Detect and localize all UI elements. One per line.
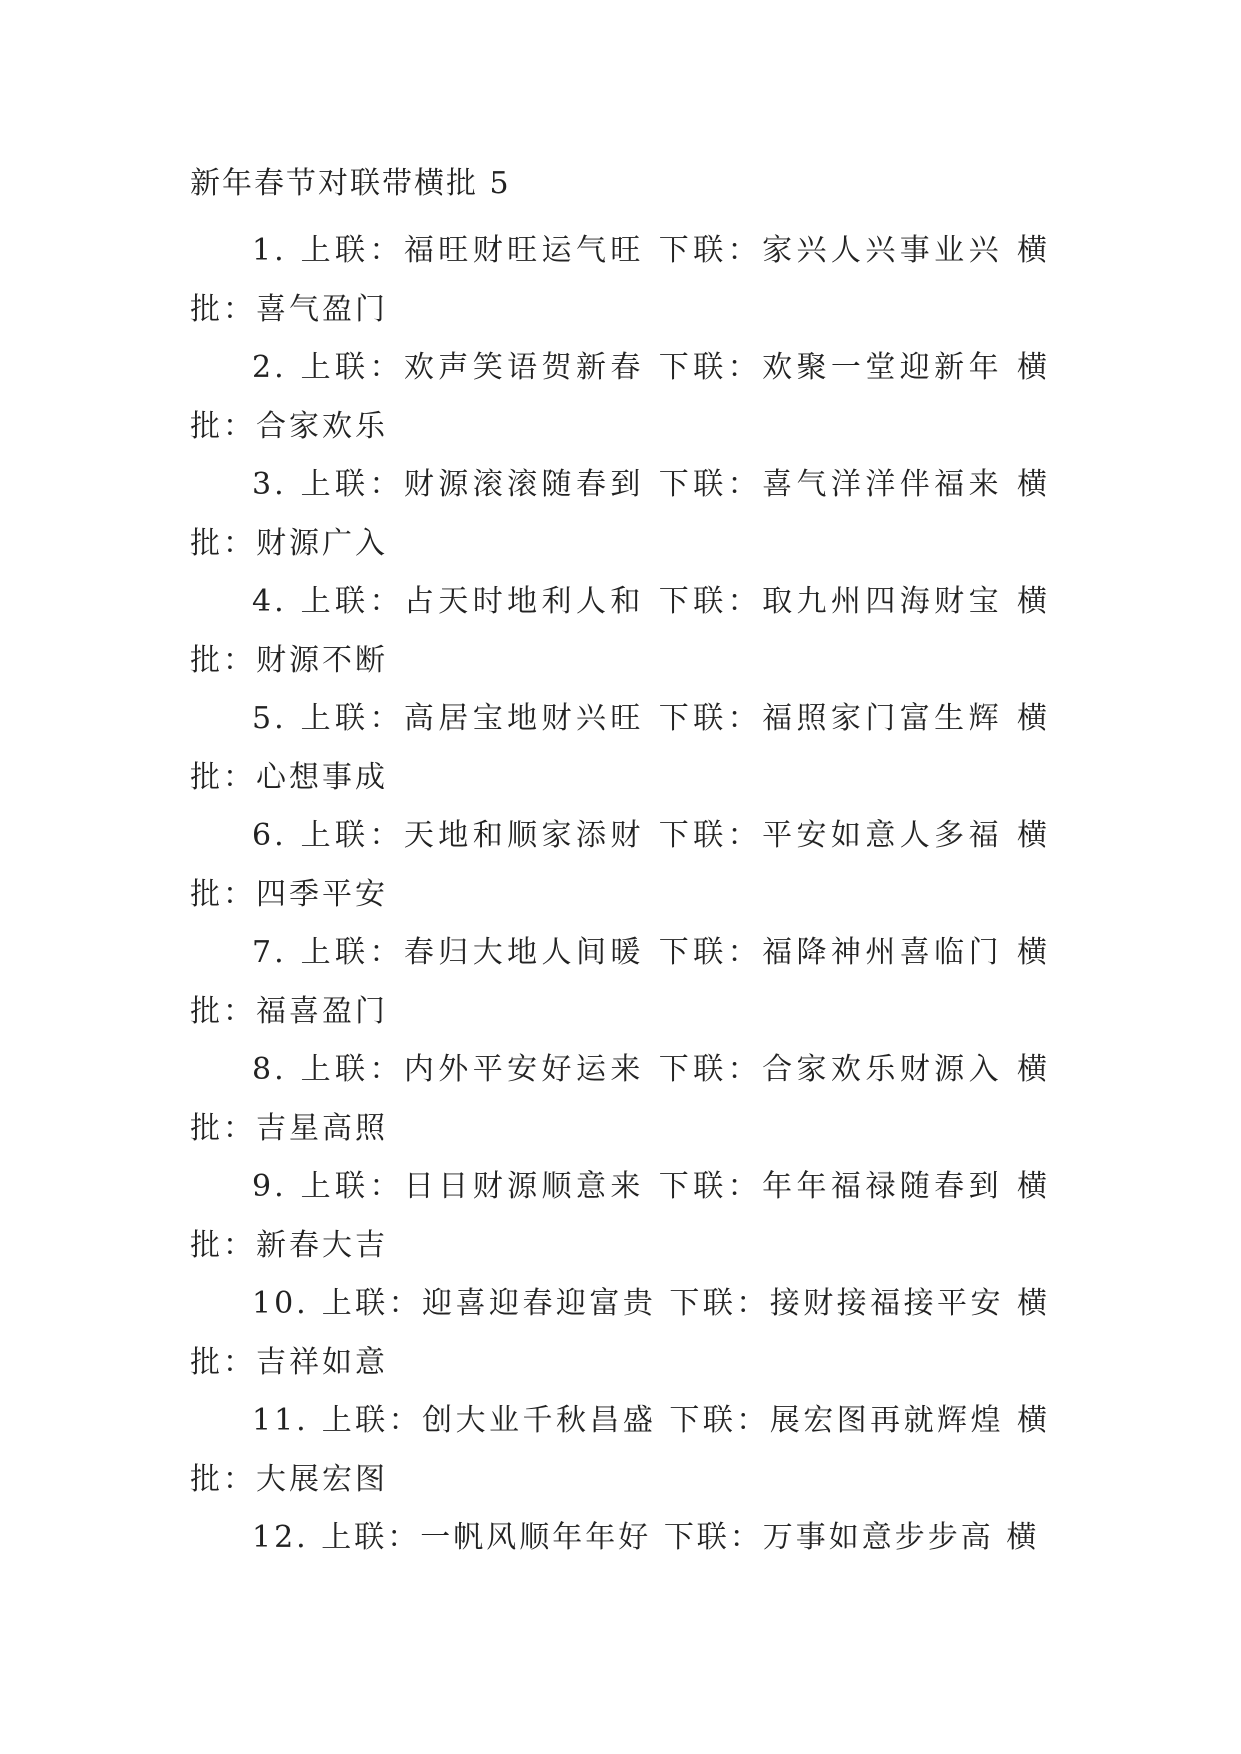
upper-couplet: 上联：内外平安好运来 [300,1052,645,1087]
couplet-entry [190,456,1050,573]
upper-couplet: 上联：一帆风顺年年好 [321,1520,652,1555]
lower-couplet: 下联：平安如意人多福 [658,818,1004,853]
horizontal-scroll: 横批：合家欢乐 [190,350,1050,444]
upper-couplet: 上联：天地和顺家添财 [300,818,645,853]
lower-couplet: 下联：福照家门富生辉 [658,701,1004,736]
entry-number: 3. [252,467,287,502]
upper-couplet: 上联：创大业千秋昌盛 [321,1403,657,1438]
horizontal-scroll: 横批：喜气盈门 [190,233,1050,327]
couplet-list [190,222,1050,1568]
couplet-entry [190,924,1050,1041]
lower-couplet: 下联：万事如意步步高 [663,1520,994,1555]
horizontal-scroll: 横批：吉星高照 [190,1052,1050,1146]
couplet-entry [190,339,1050,456]
horizontal-scroll: 横批：福喜盈门 [190,935,1050,1029]
lower-couplet: 下联：喜气洋洋伴福来 [658,467,1004,502]
couplet-entry [190,222,1050,339]
lower-couplet: 下联：展宏图再就辉煌 [669,1403,1004,1438]
upper-couplet: 上联：欢声笑语贺新春 [300,350,645,385]
entry-number: 2. [252,350,287,385]
entry-number: 11. [252,1403,309,1438]
lower-couplet: 下联：取九州四海财宝 [658,584,1004,619]
horizontal-scroll: 横批：大展宏图 [190,1403,1050,1497]
entry-number: 6. [252,818,287,853]
horizontal-scroll: 横 [1006,1520,1040,1555]
upper-couplet: 上联：春归大地人间暖 [300,935,645,970]
upper-couplet: 上联：迎喜迎春迎富贵 [321,1286,657,1321]
entry-number: 12. [252,1520,309,1555]
lower-couplet: 下联：福降神州喜临门 [658,935,1004,970]
entry-number: 10. [252,1286,309,1321]
couplet-entry [190,1509,1050,1568]
page-title: 新年春节对联带横批 5 [190,166,511,201]
couplet-entry [190,1392,1050,1509]
entry-number: 1. [252,233,287,268]
upper-couplet: 上联：福旺财旺运气旺 [300,233,645,268]
horizontal-scroll: 横批：财源不断 [190,584,1050,678]
couplet-entry [190,690,1050,807]
entry-number: 9. [252,1169,287,1204]
lower-couplet: 下联：年年福禄随春到 [658,1169,1004,1204]
entry-number: 4. [252,584,287,619]
upper-couplet: 上联：占天时地利人和 [300,584,645,619]
upper-couplet: 上联：高居宝地财兴旺 [300,701,645,736]
couplet-entry [190,573,1050,690]
lower-couplet: 下联：欢聚一堂迎新年 [658,350,1004,385]
horizontal-scroll: 横批：财源广入 [190,467,1050,561]
lower-couplet: 下联：接财接福接平安 [669,1286,1004,1321]
couplet-entry [190,1158,1050,1275]
upper-couplet: 上联：财源滚滚随春到 [300,467,645,502]
couplet-entry [190,1041,1050,1158]
couplet-entry [190,807,1050,924]
horizontal-scroll: 横批：四季平安 [190,818,1050,912]
entry-number: 5. [252,701,287,736]
lower-couplet: 下联：家兴人兴事业兴 [658,233,1004,268]
lower-couplet: 下联：合家欢乐财源入 [658,1052,1004,1087]
horizontal-scroll: 横批：心想事成 [190,701,1050,795]
entry-number: 7. [252,935,287,970]
horizontal-scroll: 横批：新春大吉 [190,1169,1050,1263]
couplet-entry [190,1275,1050,1392]
upper-couplet: 上联：日日财源顺意来 [300,1169,645,1204]
entry-number: 8. [252,1052,287,1087]
horizontal-scroll: 横批：吉祥如意 [190,1286,1050,1380]
